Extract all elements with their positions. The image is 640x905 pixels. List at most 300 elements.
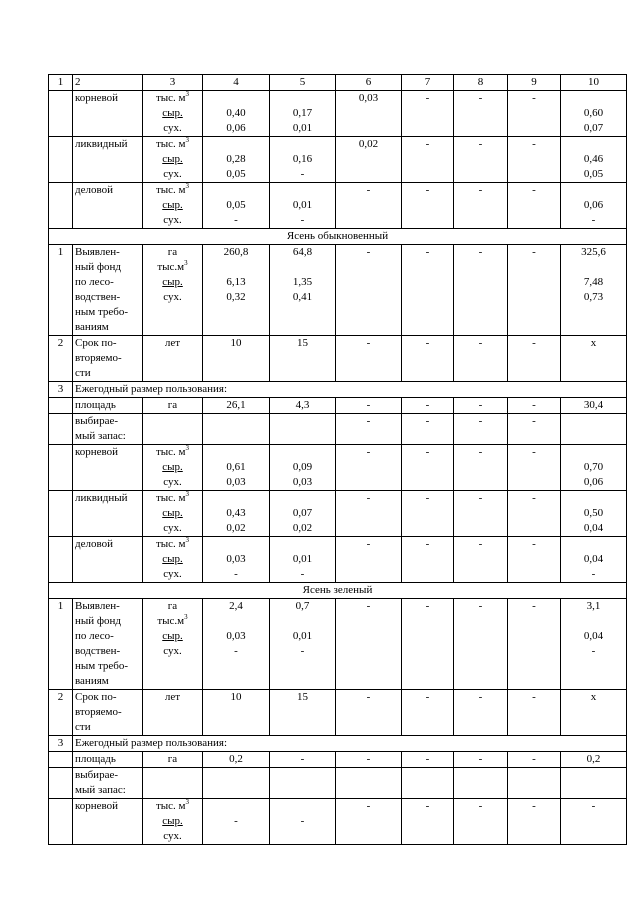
cell-line	[272, 445, 333, 460]
cell-line: -	[425, 691, 430, 703]
unit-cell	[143, 690, 203, 736]
value-cell	[336, 599, 402, 690]
cell-line: 0,01	[292, 630, 313, 642]
cell-line: 6,13	[226, 276, 246, 288]
cell-line: -	[234, 815, 238, 827]
cell-line	[205, 260, 267, 275]
cell-line: -	[532, 92, 536, 104]
cell-line: тыс. $м^3$	[155, 136, 190, 150]
cell-line: 2	[57, 337, 64, 349]
cell-line: 0,28	[226, 153, 246, 165]
cell-line: сыр.	[162, 553, 183, 565]
unit-cell	[143, 137, 203, 183]
cell-line	[205, 768, 267, 783]
value-cell	[203, 445, 270, 491]
cell-line: -	[425, 446, 430, 458]
cell-line	[51, 91, 70, 106]
value-cell	[402, 599, 454, 690]
cell-line: -	[425, 415, 430, 427]
cell-line: 0,46	[583, 153, 604, 165]
value-cell	[270, 445, 336, 491]
value-cell	[270, 599, 336, 690]
cell-line	[205, 614, 267, 629]
cell-line: водствен-	[75, 645, 121, 657]
value-cell	[454, 537, 508, 583]
cell-line: -	[300, 214, 305, 226]
cell-line: сыр.	[162, 815, 183, 827]
cell-line: 0,05	[226, 199, 246, 211]
cell-line: 0,2	[229, 753, 243, 765]
cell-line: -	[234, 568, 238, 580]
cell-line: сух.	[163, 476, 182, 488]
cell-line: ликвидный	[75, 138, 128, 150]
cell-line: -	[366, 446, 371, 458]
cell-line: по лесо-	[75, 630, 114, 642]
value-cell	[561, 245, 627, 336]
cell-line: 0,02	[292, 522, 313, 534]
cell-line: -	[532, 446, 536, 458]
cell-line: -	[425, 184, 430, 196]
value-cell	[336, 768, 402, 799]
value-cell	[508, 137, 561, 183]
value-cell	[508, 245, 561, 336]
value-cell	[508, 599, 561, 690]
indicator-cell	[73, 137, 143, 183]
cell-line: -	[532, 415, 536, 427]
cell-line	[205, 829, 267, 844]
cell-line	[272, 768, 333, 783]
cell-line: -	[478, 415, 483, 427]
cell-line: 15	[297, 337, 308, 349]
header-row	[49, 75, 627, 91]
indicator-cell	[73, 491, 143, 537]
unit-cell	[143, 752, 203, 768]
cell-line: сух.	[163, 645, 182, 657]
table-body	[49, 91, 627, 845]
cell-line: -	[234, 214, 238, 226]
value-cell	[336, 491, 402, 537]
cell-line: га	[167, 600, 178, 612]
value-cell	[561, 91, 627, 137]
cell-line: -	[425, 246, 430, 258]
value-cell	[270, 336, 336, 382]
value-cell	[454, 599, 508, 690]
indicator-cell	[73, 537, 143, 583]
cell-line: -	[300, 753, 305, 765]
value-cell	[402, 491, 454, 537]
table-row	[49, 491, 627, 537]
row-number	[49, 183, 73, 229]
value-cell	[270, 183, 336, 229]
value-cell	[270, 537, 336, 583]
value-cell	[454, 445, 508, 491]
row-number: 3	[49, 736, 73, 752]
value-cell	[203, 690, 270, 736]
value-cell	[336, 445, 402, 491]
cell-line: сух.	[163, 168, 182, 180]
cell-line: -	[366, 415, 371, 427]
row-number: 3	[49, 382, 73, 398]
unit-cell	[143, 491, 203, 537]
value-cell	[336, 537, 402, 583]
value-cell	[203, 91, 270, 137]
value-cell	[561, 752, 627, 768]
row-number	[49, 768, 73, 799]
table-row	[49, 599, 627, 690]
value-cell	[454, 690, 508, 736]
cell-line	[563, 491, 624, 506]
cell-line: -	[300, 568, 305, 580]
cell-line: мый запас:	[75, 784, 126, 796]
value-cell	[454, 336, 508, 382]
cell-line: га	[167, 246, 178, 258]
col-header: 2	[73, 75, 143, 91]
table-row	[49, 91, 627, 137]
cell-line: 0,09	[292, 461, 313, 473]
value-cell	[454, 183, 508, 229]
cell-line: -	[591, 568, 596, 580]
cell-line: сыр.	[162, 630, 183, 642]
value-cell	[561, 768, 627, 799]
cell-line: 0,05	[226, 168, 246, 180]
col-header: 6	[336, 75, 402, 91]
section-title: Ясень зеленый	[49, 583, 627, 599]
value-cell	[203, 245, 270, 336]
cell-line: тыс. $м^3$	[155, 90, 190, 104]
row-number	[49, 137, 73, 183]
cell-line: -	[478, 337, 483, 349]
value-cell	[561, 537, 627, 583]
cell-line: -	[478, 800, 483, 812]
cell-line	[205, 537, 267, 552]
cell-line: 64,8	[292, 246, 313, 258]
cell-line: сыр.	[162, 276, 183, 288]
cell-line: 0,01	[292, 199, 313, 211]
cell-line: сух.	[163, 830, 182, 842]
cell-line: -	[425, 800, 430, 812]
cell-line: корневой	[75, 446, 119, 458]
cell-line: 3,1	[586, 600, 601, 612]
cell-line	[563, 614, 624, 629]
cell-line: -	[478, 538, 483, 550]
cell-line: -	[425, 337, 430, 349]
cell-line	[205, 445, 267, 460]
cell-line: 0,61	[226, 461, 246, 473]
value-cell	[336, 137, 402, 183]
forest-resource-table	[48, 74, 627, 845]
cell-line: -	[366, 399, 371, 411]
col-header: 7	[402, 75, 454, 91]
cell-line: Срок по-	[75, 337, 117, 349]
cell-line: 0,50	[583, 507, 604, 519]
indicator-cell	[73, 414, 143, 445]
cell-line	[205, 137, 267, 152]
unit-cell	[143, 91, 203, 137]
value-cell	[561, 799, 627, 845]
cell-line: $тыс.м^3$	[157, 613, 188, 627]
value-cell	[203, 599, 270, 690]
indicator-cell	[73, 245, 143, 336]
table-row	[49, 336, 627, 382]
cell-line: 0,70	[583, 461, 604, 473]
cell-line	[563, 537, 624, 552]
cell-line: га	[167, 399, 178, 411]
cell-line: -	[425, 753, 430, 765]
indicator-cell	[73, 599, 143, 690]
cell-line: тыс. $м^3$	[155, 536, 190, 550]
value-cell	[454, 752, 508, 768]
value-cell	[454, 414, 508, 445]
cell-line: 2	[57, 691, 64, 703]
value-cell	[402, 768, 454, 799]
cell-line: сух.	[163, 122, 182, 134]
cell-line: -	[234, 645, 238, 657]
cell-line: 325,6	[581, 246, 606, 258]
col-header: 5	[270, 75, 336, 91]
indicator-cell	[73, 445, 143, 491]
cell-line	[272, 91, 333, 106]
value-cell	[508, 690, 561, 736]
cell-line	[272, 260, 333, 275]
table-row	[49, 768, 627, 799]
cell-line	[205, 414, 267, 429]
indicator-cell	[73, 768, 143, 799]
cell-line: -	[532, 337, 536, 349]
value-cell	[270, 137, 336, 183]
col-header: 8	[454, 75, 508, 91]
unit-cell	[143, 414, 203, 445]
row-number	[49, 537, 73, 583]
row-number	[49, 245, 73, 336]
cell-line: -	[591, 645, 596, 657]
cell-line	[272, 614, 333, 629]
value-cell	[203, 752, 270, 768]
cell-line: 0,06	[583, 476, 604, 488]
cell-line: сти	[75, 367, 91, 379]
col-header: 4	[203, 75, 270, 91]
table-row	[49, 137, 627, 183]
cell-line: 0,04	[583, 553, 604, 565]
cell-line: -	[532, 399, 536, 411]
cell-line: -	[478, 492, 483, 504]
unit-cell	[143, 537, 203, 583]
cell-line: 0,07	[583, 122, 604, 134]
value-cell	[561, 336, 627, 382]
cell-line	[563, 183, 624, 198]
cell-line: деловой	[75, 538, 113, 550]
cell-line: -	[532, 138, 536, 150]
value-cell	[561, 137, 627, 183]
table-row	[49, 445, 627, 491]
value-cell	[508, 491, 561, 537]
value-cell	[402, 137, 454, 183]
cell-line: 10	[230, 337, 242, 349]
cell-line: 30,4	[583, 399, 604, 411]
cell-line: ваниям	[75, 675, 109, 687]
cell-line	[272, 799, 333, 814]
cell-line: площадь	[75, 753, 116, 765]
cell-line: -	[532, 600, 536, 612]
cell-line	[145, 768, 200, 783]
value-cell	[454, 137, 508, 183]
cell-line	[51, 137, 70, 152]
value-cell	[336, 398, 402, 414]
cell-line: вторяемо-	[75, 352, 122, 364]
cell-line: ный фонд	[75, 615, 122, 627]
value-cell	[561, 398, 627, 414]
table-row	[49, 183, 627, 229]
value-cell	[270, 799, 336, 845]
cell-line: ваниям	[75, 321, 109, 333]
value-cell	[270, 768, 336, 799]
value-cell	[270, 752, 336, 768]
unit-cell	[143, 445, 203, 491]
cell-line	[563, 137, 624, 152]
cell-line: -	[300, 815, 305, 827]
unit-cell	[143, 336, 203, 382]
cell-line: 0,03	[358, 92, 379, 104]
cell-line: -	[366, 600, 371, 612]
cell-line	[51, 445, 70, 460]
cell-line: -	[478, 184, 483, 196]
cell-line: 10	[230, 691, 242, 703]
cell-line: 0,03	[226, 476, 246, 488]
value-cell	[402, 183, 454, 229]
cell-line: 260,8	[223, 246, 249, 258]
cell-line: -	[532, 800, 536, 812]
cell-line: $тыс.м^3$	[157, 259, 188, 273]
col-header: 1	[49, 75, 73, 91]
row-number	[49, 336, 73, 382]
cell-line: 0,03	[226, 553, 246, 565]
value-cell	[508, 752, 561, 768]
cell-line: 0,05	[583, 168, 604, 180]
value-cell	[561, 690, 627, 736]
value-cell	[402, 537, 454, 583]
value-cell	[561, 414, 627, 445]
cell-line: 4,3	[295, 399, 310, 411]
cell-line: 1,35	[292, 276, 313, 288]
cell-line: -	[425, 538, 430, 550]
cell-line: -	[591, 800, 596, 812]
cell-line	[51, 183, 70, 198]
indicator-cell	[73, 183, 143, 229]
value-cell	[270, 690, 336, 736]
cell-line: выбирае-	[75, 769, 118, 781]
cell-line	[456, 768, 505, 783]
cell-line	[338, 768, 399, 783]
table-row	[49, 537, 627, 583]
value-cell	[270, 398, 336, 414]
col-header: 9	[508, 75, 561, 91]
cell-line: 1	[57, 600, 64, 612]
value-cell	[203, 491, 270, 537]
cell-line: -	[366, 246, 371, 258]
cell-line	[272, 183, 333, 198]
subheading-row	[49, 736, 627, 752]
value-cell	[508, 414, 561, 445]
cell-line: -	[300, 168, 305, 180]
cell-line: 0,41	[292, 291, 313, 303]
cell-line: -	[425, 92, 430, 104]
cell-line: 0,02	[226, 522, 246, 534]
value-cell	[402, 690, 454, 736]
indicator-cell	[73, 752, 143, 768]
value-cell	[203, 414, 270, 445]
indicator-cell	[73, 690, 143, 736]
cell-line: сыр.	[162, 107, 183, 119]
cell-line: сыр.	[162, 153, 183, 165]
value-cell	[203, 336, 270, 382]
cell-line: -	[478, 691, 483, 703]
cell-line	[563, 260, 624, 275]
cell-line	[272, 829, 333, 844]
cell-line: -	[300, 645, 305, 657]
cell-line: тыс. $м^3$	[155, 444, 190, 458]
cell-line: ным требо-	[75, 660, 129, 672]
table-row	[49, 398, 627, 414]
row-number	[49, 599, 73, 690]
value-cell	[270, 491, 336, 537]
cell-line: -	[532, 184, 536, 196]
value-cell	[402, 398, 454, 414]
cell-line: по лесо-	[75, 276, 114, 288]
unit-cell	[143, 768, 203, 799]
cell-line	[563, 445, 624, 460]
cell-line: -	[366, 184, 371, 196]
cell-line: -	[478, 399, 483, 411]
cell-line: 0,02	[358, 138, 379, 150]
cell-line: -	[478, 446, 483, 458]
value-cell	[454, 799, 508, 845]
cell-line: деловой	[75, 184, 113, 196]
value-cell	[454, 245, 508, 336]
cell-line: 0,01	[292, 553, 313, 565]
value-cell	[270, 414, 336, 445]
cell-line	[272, 537, 333, 552]
cell-line	[51, 752, 70, 767]
value-cell	[402, 91, 454, 137]
unit-cell	[143, 245, 203, 336]
cell-line: ликвидный	[75, 492, 128, 504]
value-cell	[454, 91, 508, 137]
cell-line: 0,60	[583, 107, 604, 119]
cell-line: тыс. $м^3$	[155, 798, 190, 812]
cell-line: 0,01	[292, 122, 313, 134]
value-cell	[203, 768, 270, 799]
value-cell	[561, 183, 627, 229]
section-row	[49, 583, 627, 599]
cell-line	[51, 768, 70, 783]
value-cell	[508, 768, 561, 799]
cell-line: 0,06	[226, 122, 246, 134]
value-cell	[402, 445, 454, 491]
value-cell	[561, 445, 627, 491]
cell-line: -	[366, 492, 371, 504]
cell-line: сти	[75, 721, 91, 733]
cell-line: мый запас:	[75, 430, 126, 442]
cell-line: ный фонд	[75, 261, 122, 273]
cell-line: сыр.	[162, 461, 183, 473]
cell-line	[205, 799, 267, 814]
value-cell	[561, 599, 627, 690]
cell-line	[205, 183, 267, 198]
cell-line: 0,07	[292, 507, 313, 519]
cell-line: -	[366, 538, 371, 550]
cell-line: водствен-	[75, 291, 121, 303]
cell-line: -	[532, 246, 536, 258]
row-number	[49, 491, 73, 537]
